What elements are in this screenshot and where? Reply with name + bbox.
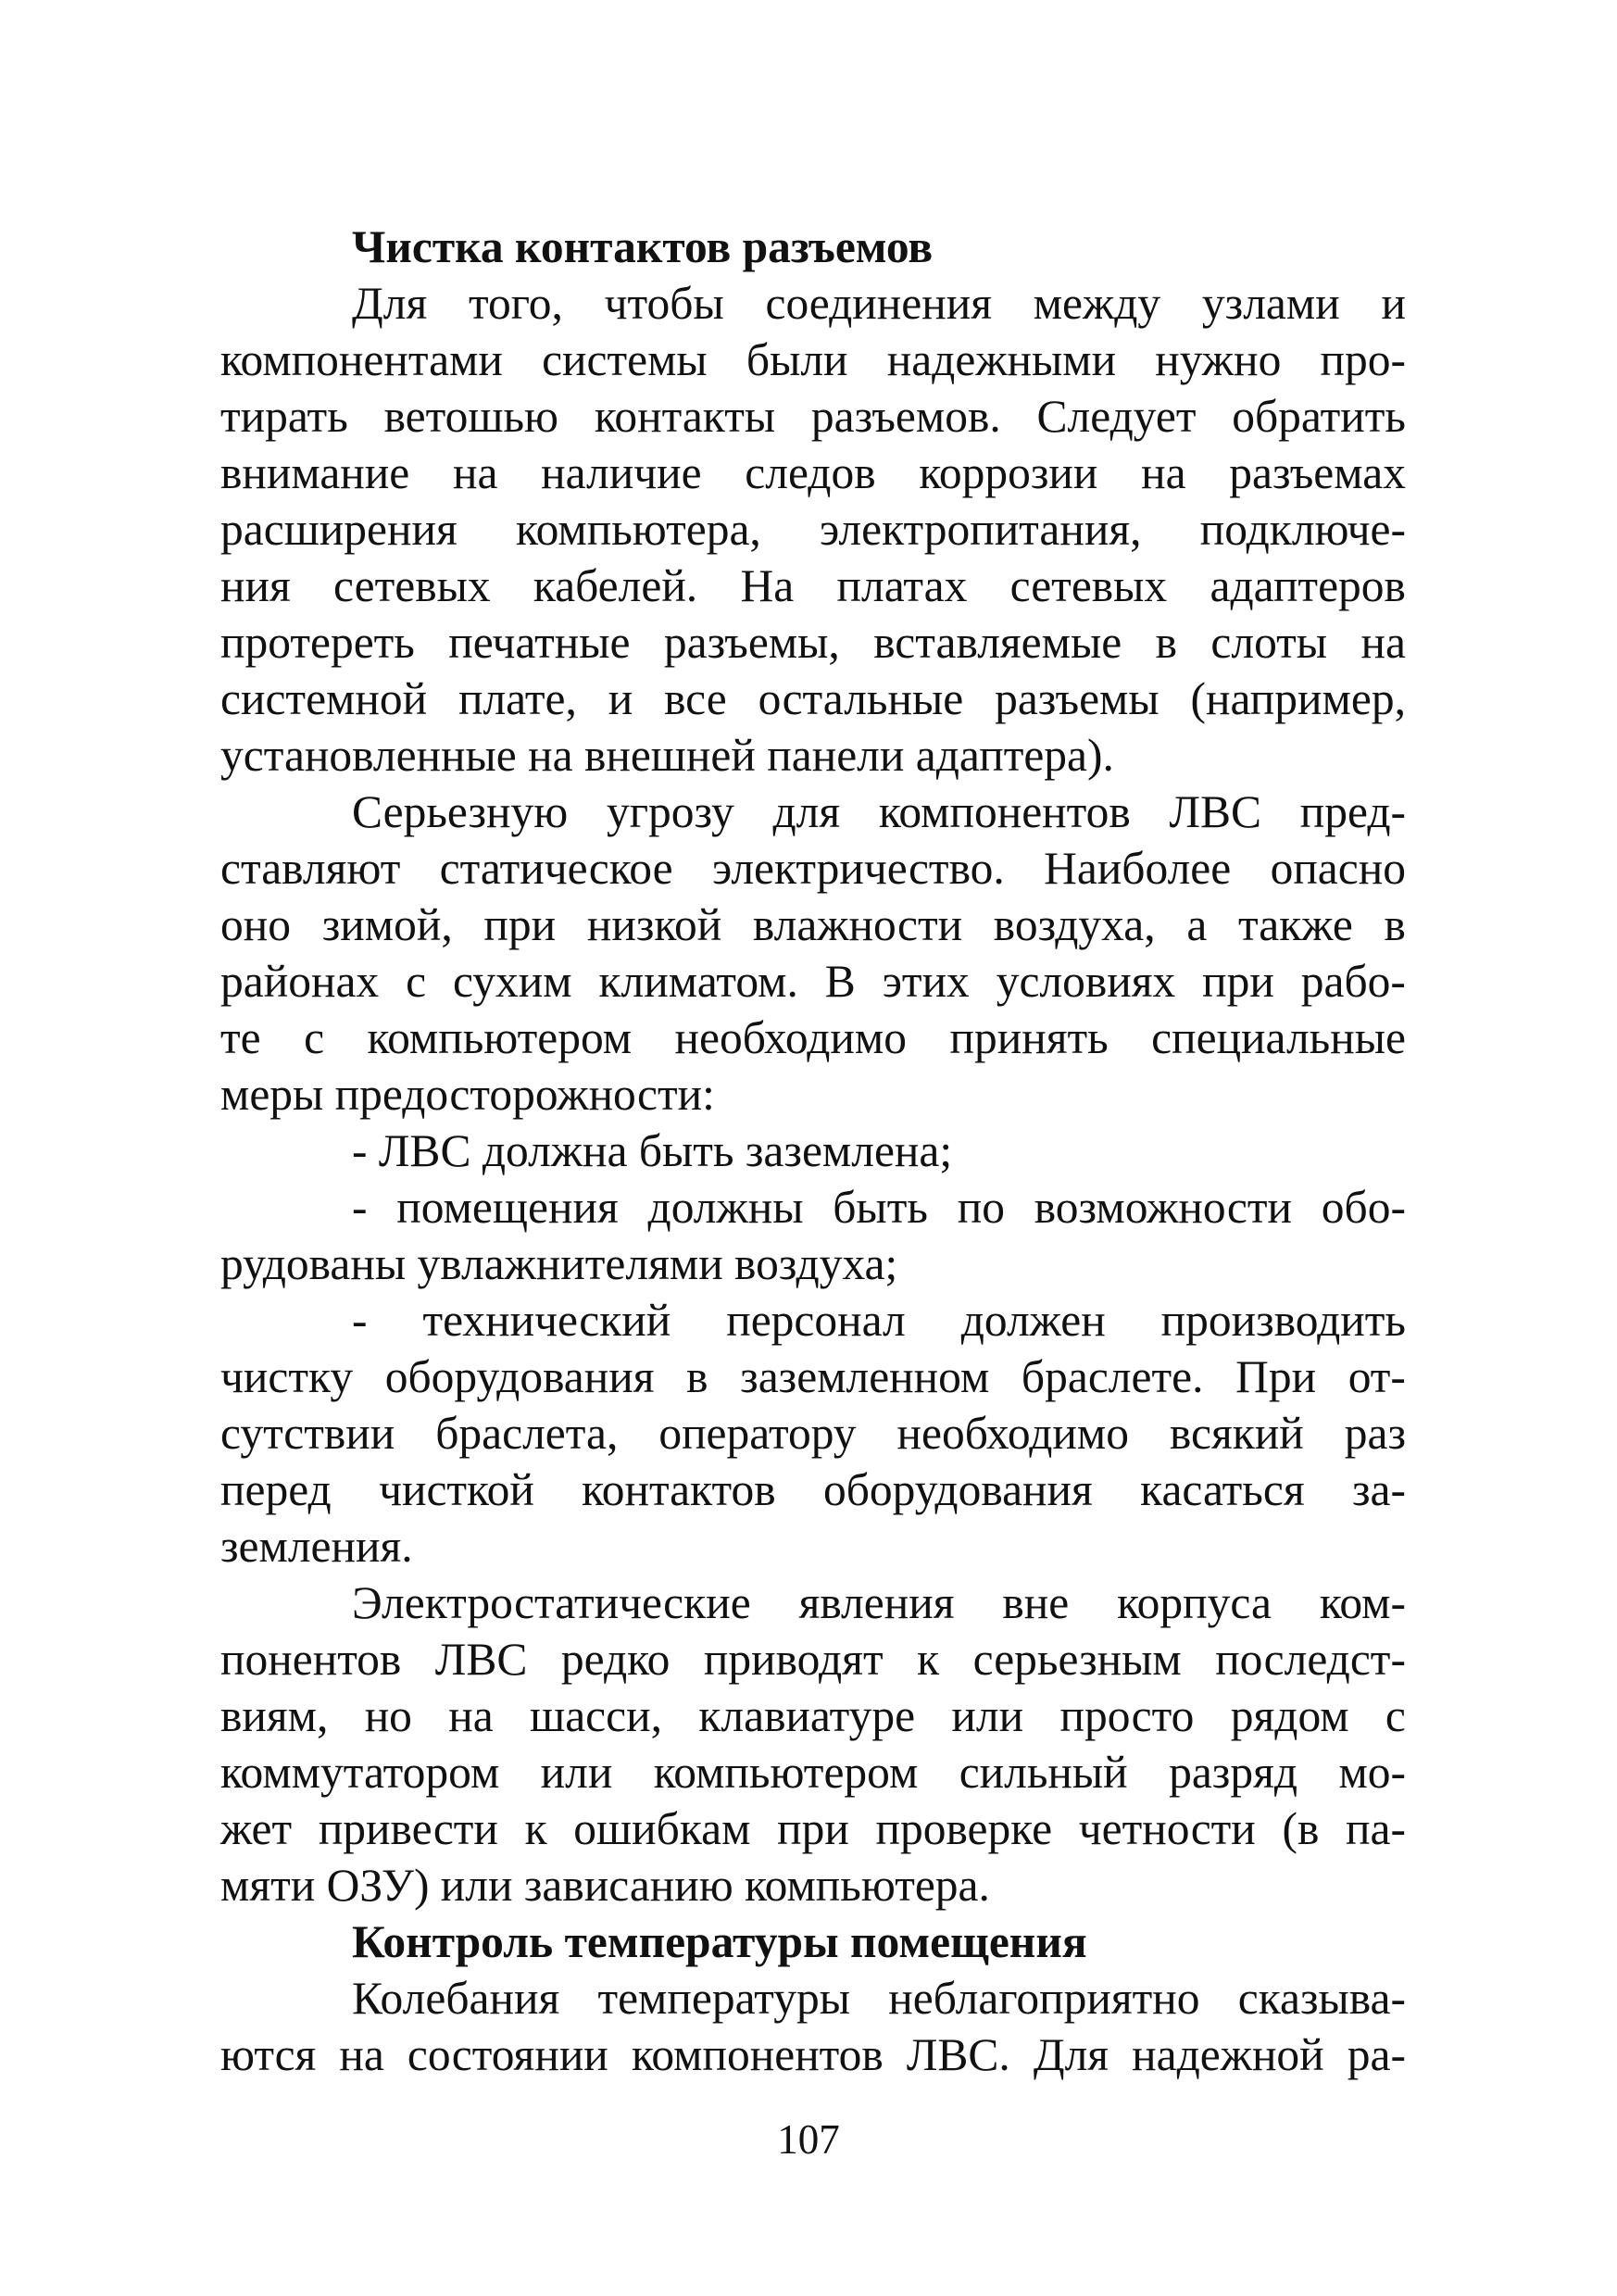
paragraph-line: Для того, чтобы соединения между узлами и xyxy=(352,278,1406,329)
paragraph-line: расширения компьютера, электропитания, подключе- xyxy=(220,504,1406,555)
paragraph-line: оно зимой, при низкой влажности воздуха, а также в xyxy=(220,899,1406,950)
paragraph-line: земления. xyxy=(220,1521,413,1572)
paragraph-line: виям, но на шасси, клавиатуре или просто рядом с xyxy=(220,1690,1406,1741)
section-heading: Контроль температуры помещения xyxy=(352,1916,1087,1967)
paragraph-line: ются на состоянии компонентов ЛВС. Для надежной ра- xyxy=(220,2029,1406,2080)
paragraph-line: установленные на внешней панели адаптера). xyxy=(220,730,1114,781)
paragraph-line: чистку оборудования в заземленном браслете. При от- xyxy=(220,1351,1406,1402)
paragraph-line: внимание на наличие следов коррозии на разъемах xyxy=(220,447,1406,498)
paragraph-line: рудованы увлажнителями воздуха; xyxy=(220,1238,898,1289)
paragraph-line: понентов ЛВС редко приводят к серьезным последст- xyxy=(220,1634,1406,1685)
paragraph-line: перед чисткой контактов оборудования касаться за- xyxy=(220,1464,1406,1515)
page-body xyxy=(220,219,1406,2083)
paragraph-line: Электростатические явления вне корпуса ком- xyxy=(352,1577,1406,1628)
paragraph-line: - технический персонал должен производить xyxy=(352,1295,1406,1346)
page-number: 107 xyxy=(777,2116,840,2163)
paragraph-line: протереть печатные разъемы, вставляемые в слоты на xyxy=(220,617,1406,668)
paragraph-line: жет привести к ошибкам при проверке четности (в па- xyxy=(220,1803,1406,1854)
paragraph-line: коммутатором или компьютером сильный разряд мо- xyxy=(220,1747,1406,1798)
paragraph-line: ставляют статическое электричество. Наиболее опасно xyxy=(220,843,1406,894)
paragraph-line: - помещения должны быть по возможности обо- xyxy=(352,1182,1406,1233)
section-heading: Чистка контактов разъемов xyxy=(352,221,934,272)
paragraph-line: меры предосторожности: xyxy=(220,1069,715,1120)
paragraph-line: компонентами системы были надежными нужно про- xyxy=(220,334,1406,385)
paragraph-line: ния сетевых кабелей. На платах сетевых адаптеров xyxy=(220,560,1406,611)
paragraph-line: те с компьютером необходимо принять специальные xyxy=(220,1012,1406,1063)
paragraph-line: Колебания температуры неблагоприятно сказыва- xyxy=(352,1973,1406,2024)
paragraph-line: сутствии браслета, оператору необходимо всякий раз xyxy=(220,1408,1406,1459)
paragraph-line: тирать ветошью контакты разъемов. Следует обратить xyxy=(220,391,1406,442)
paragraph-line: Серьезную угрозу для компонентов ЛВС пред- xyxy=(352,786,1406,837)
paragraph-line: мяти ОЗУ) или зависанию компьютера. xyxy=(220,1860,990,1911)
paragraph-line: - ЛВС должна быть заземлена; xyxy=(352,1125,953,1176)
paragraph-line: системной плате, и все остальные разъемы (например, xyxy=(220,673,1406,724)
paragraph-line: районах с сухим климатом. В этих условиях при рабо- xyxy=(220,956,1406,1007)
